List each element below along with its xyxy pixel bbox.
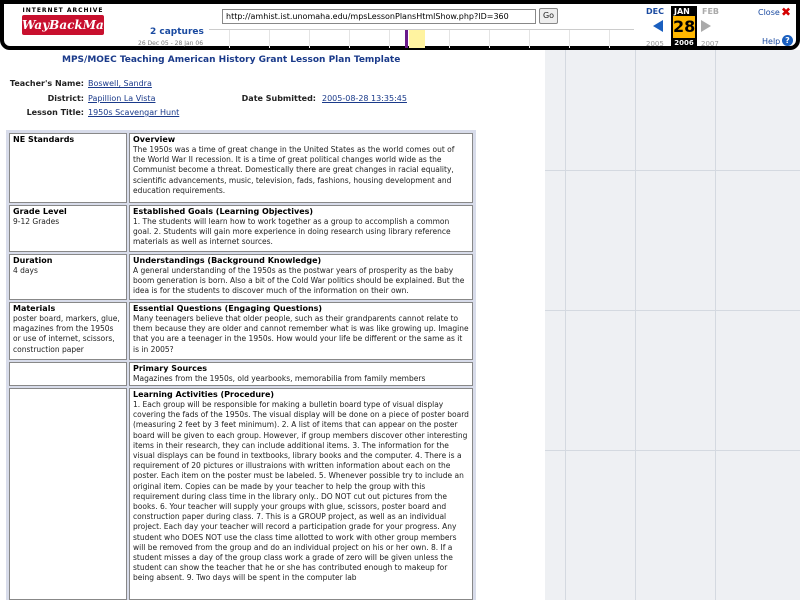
spark-tick [349,30,350,48]
logo-main-text: WayBackMachine [22,15,104,35]
overview-text: The 1950s was a time of great change in the United States as the world comes out of the World War II recession. It is a time of great political changes world wide as the Communist become a threat. Domestically there are great changes in racial equality, scientific advancements, music, television, fads, fashions, housing development and education requirements. [133,145,455,195]
understandings-label: Understandings (Background Knowledge) [133,256,322,265]
table-row [9,302,473,360]
next-capture-arrow-icon [701,20,711,32]
year-next: 2007 [701,40,719,48]
sources-text: Magazines from the 1950s, old yearbooks, memorabilia from family members [133,374,426,383]
help-icon[interactable]: ? [782,35,793,46]
questions-label: Essential Questions (Engaging Questions) [133,304,323,313]
year-current: 2006 [671,39,697,48]
capture-marker[interactable] [405,30,408,48]
go-button[interactable]: Go [539,8,558,24]
duration-text: 4 days [13,266,38,275]
goals-label: Established Goals (Learning Objectives) [133,207,314,216]
overview-label: Overview [133,135,176,144]
lesson-label: Lesson Title: [26,108,84,117]
spark-tick [569,30,570,48]
year-prev[interactable]: 2005 [646,40,664,48]
lesson-link[interactable]: 1950s Scavengar Hunt [88,108,180,117]
spark-tick [529,30,530,48]
date-label: Date Submitted: [241,94,316,103]
prev-capture-arrow-icon[interactable] [653,20,663,32]
spark-tick [489,30,490,48]
wayback-logo[interactable] [22,7,141,41]
materials-cell [9,302,127,360]
month-current: JAN [674,7,690,16]
goals-text: 1. The students will learn how to work together as a group to accomplish a common goal. 2. Students will gain more experience in doing research using library reference materials as well as internet sources. [133,217,451,247]
spark-tick [609,30,610,48]
table-row [9,254,473,300]
captures-link[interactable]: 2 captures [150,27,204,37]
activities-label: Learning Activities (Procedure) [133,390,275,399]
logo-top-text: INTERNET ARCHIVE [22,7,104,14]
sources-cell [129,362,473,386]
activities-text: 1. Each group will be responsible for making a bulletin board type of visual display covering the fads of the 1950s. The visual display will be done on a piece of poster board (measuring 2 feet by 3 feet minimum). 2. A list of items that can appear on the poster board will be given to each group. However, if group members discover other interesting items in their research, they can include additional items. 3. The information for the visual displays can be found in textbooks, library books and the computer. 4. There is a requirement of 20 pictures or illustraions with written information about each on the poster. Each item on the poster must be labeled. 5. Whenever possible try to include an original item. Copies can be made by your teacher to help the group with this requirement during class time in the library only.. DO NOT cut out pictures from the books. 6. Your teacher will supply your groups with glue, scissors, poster board and construction paper during class. 7. This is a GROUP project, as well as an individual project. Each day your teacher will record a participation grade for your progress. Any student who DOES NOT use the class time allotted to work with other group members will be removed from the group and do an individual project on his or her own. 8. If a student misses a day of the group class work a grade of zero will be given unless the student can show the teacher that he or she has contributed enough to makeup for being absent. 9. Two days will be spent in the computer lab [133,400,469,583]
grade-cell [9,205,127,252]
duration-cell [9,254,127,300]
spark-tick [449,30,450,48]
table-row [9,362,473,386]
current-day: 28 [673,17,696,36]
close-link[interactable]: Close [758,8,780,17]
teacher-label: Teacher's Name: [9,79,84,88]
month-next: FEB [702,7,720,16]
ne-standards-cell [9,133,127,203]
materials-text: poster board, markers, glue, magazines from the 1950s or use of internet, scissors, construction paper [13,314,120,354]
grade-text: 9-12 Grades [13,217,60,226]
date-link[interactable]: 2005-08-28 13:35:45 [322,94,407,103]
grade-label: Grade Level [13,207,67,216]
questions-text: Many teenagers believe that older people, such as their grandparents cannot relate to them because they are older and cannot remember what is was like growing up. Imagine that you are a teenager in the 1950s. How would your life be different or the same as it is in 2005? [133,314,469,354]
current-year-highlight [409,30,425,48]
empty-cell [9,362,127,386]
wayback-toolbar [0,0,800,50]
spark-tick [269,30,270,48]
understandings-cell [129,254,473,300]
lesson-plan-table [6,130,476,600]
map-background [545,50,800,600]
questions-cell [129,302,473,360]
table-row [9,133,473,203]
spark-tick [309,30,310,48]
ne-standards-label: NE Standards [13,135,75,144]
understandings-text: A general understanding of the 1950s as the postwar years of prosperity as the baby boom generation is born. Also a bit of the Cold War politics should be explained. But the idea is for the students to discover much of the information on their own. [133,266,465,296]
table-row [9,388,473,600]
goals-cell [129,205,473,252]
spark-tick [229,30,230,48]
sources-label: Primary Sources [133,364,208,373]
district-link[interactable]: Papillion La Vista [88,94,156,103]
help-link[interactable]: Help [762,37,781,46]
empty-cell [9,388,127,600]
duration-label: Duration [13,256,53,265]
month-prev[interactable]: DEC [646,7,664,16]
url-input[interactable]: http://amhist.ist.unomaha.edu/mpsLessonPlansHtmlShow.php?ID=360 [222,9,536,24]
district-label: District: [47,94,84,103]
spark-tick [389,30,390,48]
capture-range: 26 Dec 05 - 28 Jan 06 [138,40,204,47]
overview-cell [129,133,473,203]
capture-sparkline[interactable] [209,29,634,47]
close-icon[interactable]: ✖ [781,5,792,19]
page-title: MPS/MOEC Teaching American History Grant Lesson Plan Template [62,55,401,65]
materials-label: Materials [13,304,56,313]
teacher-link[interactable]: Boswell, Sandra [88,79,152,88]
activities-cell [129,388,473,600]
table-row [9,205,473,252]
